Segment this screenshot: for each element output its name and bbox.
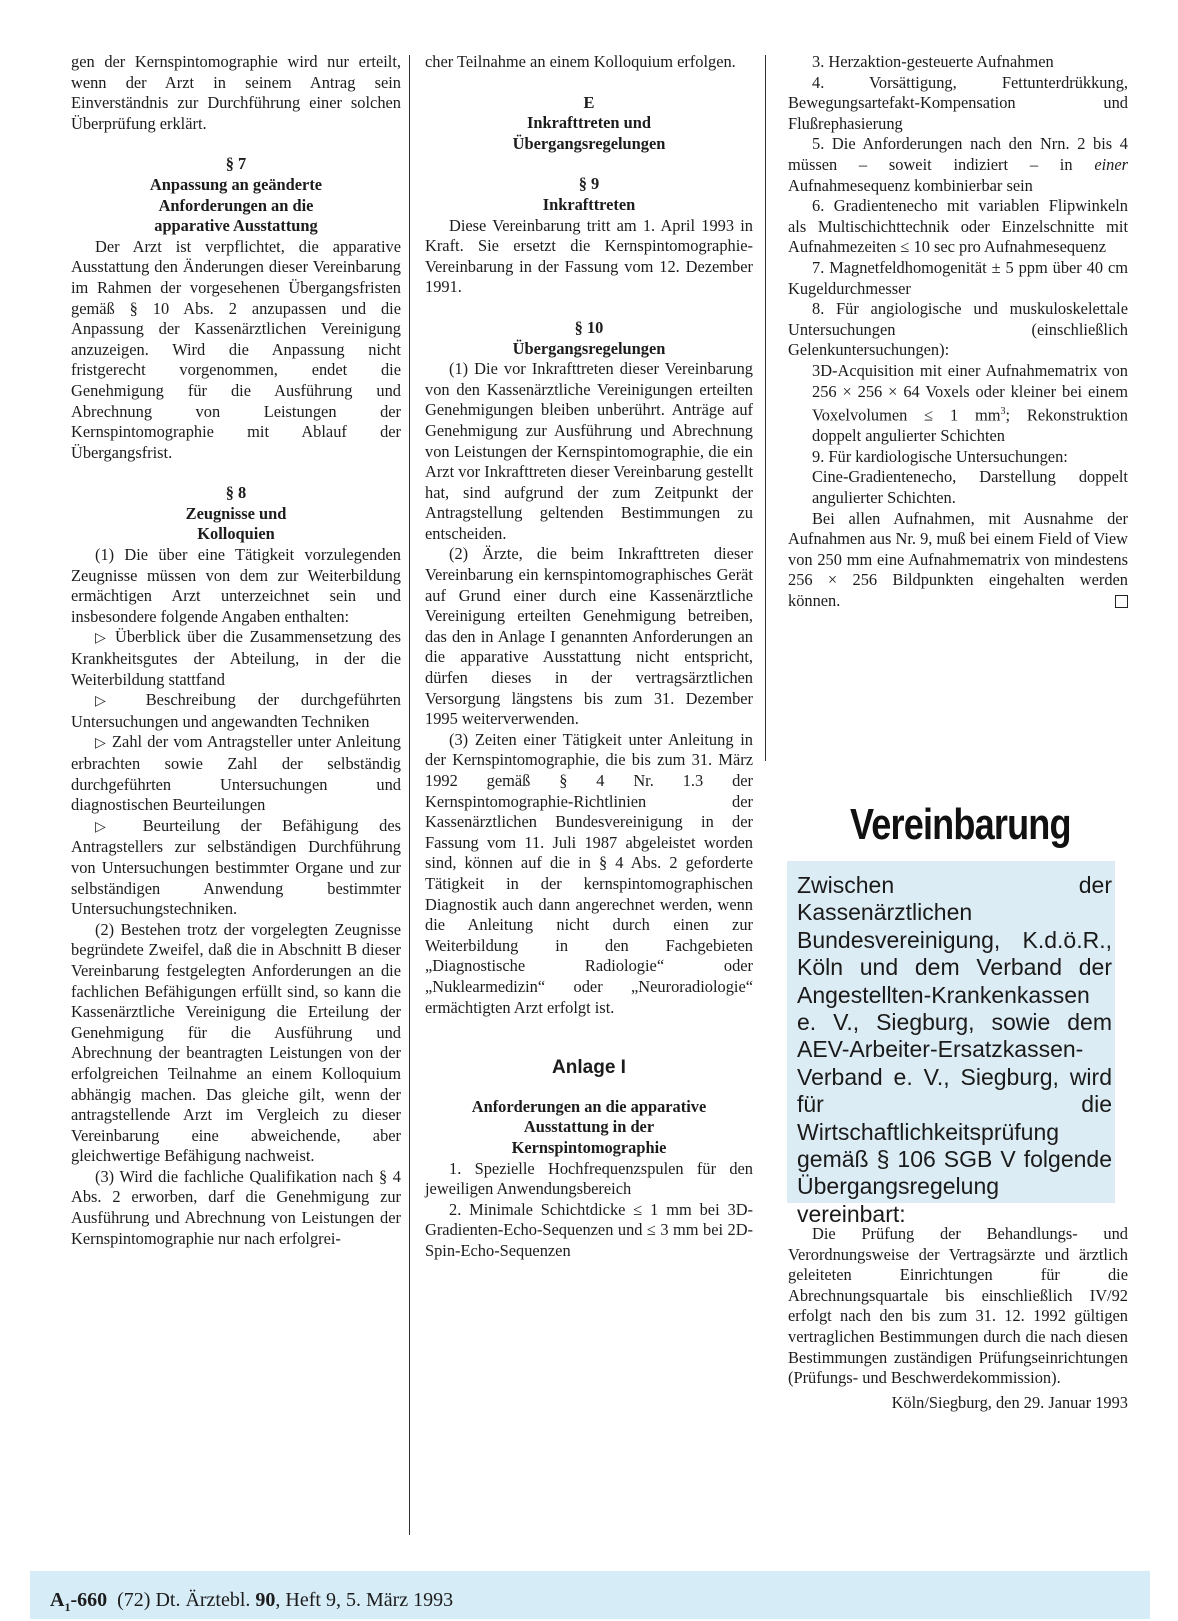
annex-heading: Anlage I — [552, 1057, 626, 1079]
section-title: Inkrafttreten — [542, 194, 636, 214]
triangle-bullet-icon: ▷ — [95, 630, 109, 647]
column-rule-1 — [409, 55, 410, 1535]
annex-title: Anforderungen an die apparative — [471, 1096, 707, 1116]
list-item: 3. Herzaktion-gesteuerte Aufnahmen — [812, 52, 1054, 71]
triangle-bullet-icon: ▷ — [95, 735, 107, 752]
triangle-bullet-icon: ▷ — [95, 693, 124, 710]
signature-line: Köln/Siegburg, den 29. Januar 1993 — [891, 1392, 1128, 1412]
list-item: 8. Für angiologische und muskuloskelettale Untersuchungen (einschließlich Gelenkuntersuchungen): — [788, 299, 1128, 360]
section-number: § 10 — [574, 317, 604, 337]
triangle-bullet-icon: ▷ — [95, 818, 123, 835]
column-rule-2 — [765, 55, 766, 761]
section-title: Übergangsregelungen — [512, 338, 666, 358]
paragraph: Der Arzt ist verpflichtet, die apparative Ausstattung den Änderungen dieser Vereinbarung im Rahmen der vorgesehenen Übergangsfristen gemäß § 10 Abs. 2 anzupassen und die Anpassung der Kassenärztlichen Vereinigung anzuzeigen. Wird die Anpassung nicht fristgerecht vorgenommen, endet die Genehmigung für die Ausführung und Abrechnung von Leistungen der Kernspintomographie mit Ablauf der Übergangsfrist. — [71, 236, 401, 462]
list-subitem: 3D-Acquisition mit einer Aufnahmematrix von 256 × 256 × 64 Voxels oder kleiner bei einem Voxelvolumen ≤ 1 $mm^3$; Rekonstruktion doppelt angulierter Schichten — [812, 360, 1128, 446]
paragraph: Diese Vereinbarung tritt am 1. April 1993 in Kraft. Sie ersetzt die Kernspintomographie-Vereinbarung in der Fassung vom 12. Dezember 1991. — [425, 215, 753, 297]
section-title: Anforderungen an die — [158, 195, 314, 215]
list-item: 7. Magnetfeldhomogenität ± 5 ppm über 40 cm Kugeldurchmesser — [788, 257, 1128, 298]
section-number: § 8 — [225, 483, 247, 503]
list-item: ▷ Zahl der vom Antragsteller unter Anleitung erbrachten sowie Zahl der selbständig durchgeführten Untersuchungen und diagnostischen Beurteilungen — [71, 732, 401, 815]
section-number: § 9 — [578, 174, 600, 194]
paragraph: (3) Wird die fachliche Qualifikation nach § 4 Abs. 2 erworben, darf die Genehmigung zur Ausführung und Abrechnung von Leistungen der Kernspintomographie nur nach erfolgrei- — [71, 1166, 401, 1248]
paragraph: (2) Bestehen trotz der vorgelegten Zeugnisse begründete Zweifel, daß die in Abschnitt B dieser Vereinbarung festgelegten Anforderungen an die fachlichen Befähigungen erfüllt sind, so kann die Kassenärztliche Vereinigung die Erteilung der Genehmigung für die Ausführung und Abrechnung der beantragten Leistungen von der erfolgreichen Teilnahme an einem Kolloquium abhängig machen. Das gleiche gilt, wenn der antragstellende Arzt im Vergleich zu dieser Vereinbarung eine abweichende, aber gleichwertige Befähigung nachweist. — [71, 919, 401, 1166]
list-item: ▷ Beurteilung der Befähigung des Antragstellers zur selbständigen Durchführung von Untersuchungen bestimmter Organe und zur selbständigen Anwendung bestimmter Untersuchungstechniken. — [71, 815, 401, 919]
section-title: Kolloquien — [197, 524, 275, 544]
column-1 — [71, 52, 401, 1249]
paragraph: cher Teilnahme an einem Kolloquium erfolgen. — [425, 52, 736, 71]
list-item: 9. Für kardiologische Untersuchungen: — [812, 446, 1068, 466]
section-number: § 7 — [225, 154, 247, 174]
vereinbarung-heading: Vereinbarung — [850, 800, 1071, 849]
part-title: Inkrafttreten und — [526, 113, 651, 133]
annex-title: Kernspintomographie — [511, 1137, 667, 1157]
highlight-box-text: Zwischen der Kassenärztlichen Bundesvereinigung, K.d.ö.R., Köln und dem Verband der Angestellten-Krankenkassen e. V., Siegburg, sowie dem AEV-Arbeiter-Ersatzkassen-Verband e. V., Siegburg, wird für die Wirtschaftlichkeitsprüfung gemäß § 106 SGB V folgende Übergangsregelung vereinbart: — [797, 872, 1112, 1227]
paragraph: (3) Zeiten einer Tätigkeit unter Anleitung in der Kernspintomographie, die bis zum 31. März 1992 gemäß § 4 Nr. 1.3 der Kernspintomographie-Richtlinien der Kassenärztlichen Bundesvereinigung in der Fassung vom 11. Juli 1987 abgeleistet worden sind, können auf die in § 4 Abs. 2 geforderte Tätigkeit in der kernspintomographischen Diagnostik auch dann angerechnet werden, wenn die Anleitung nicht durch einen zur Weiterbildung in den Fachgebieten „Diagnostische Radiologie“ oder „Nuklearmedizin“ oder „Neuroradiologie“ ermächtigten Arzt erfolgt ist. — [425, 729, 753, 1017]
section-title: Zeugnisse und — [185, 503, 287, 523]
paragraph: (1) Die über eine Tätigkeit vorzulegenden Zeugnisse müssen von dem zur Weiterbildung ermächtigen Arzt unterzeichnet sein und insbesondere folgende Angaben enthalten: — [71, 545, 401, 626]
annex-title: Ausstattung in der — [523, 1117, 655, 1137]
paragraph: (2) Ärzte, die beim Inkrafttreten dieser Vereinbarung ein kernspintomographisches Gerät auf Grund einer durch eine Kassenärztliche Vereinigung erteilten Genehmigung betreiben, das den in Anlage I genannten Anforderungen an die apparative Ausstattung nicht entspricht, dürfen dieses in der vertragsärztlichen Versorgung längstens bis zum 31. Dezember 1995 weiterverwenden. — [425, 544, 753, 729]
page-footer: $A_1-660$ (72) Dt. Ärztebl. 90, Heft 9, 5. März 1993 — [50, 1589, 454, 1614]
paragraph: (1) Die vor Inkrafttreten dieser Vereinbarung von den Kassenärztliche Vereinigungen erteilten Genehmigungen bleiben unberührt. Anträge auf Genehmigung zur Ausführung und Abrechnung von Leistungen der Kernspintomographie, die ein Arzt vor Inkrafttreten dieser Vereinbarung gestellt hat, sind aufgrund der zum Zeitpunkt der Antragstellung geltenden Bestimmungen zu entscheiden. — [425, 359, 753, 543]
list-subitem: Cine-Gradientenecho, Darstellung doppelt angulierter Schichten. — [812, 467, 1128, 507]
list-item: 1. Spezielle Hochfrequenzspulen für den jeweiligen Anwendungsbereich — [425, 1158, 753, 1199]
paragraph: gen der Kernspintomographie wird nur erteilt, wenn der Arzt in seinem Antrag sein Einverständnis zur Durchführung einer solchen Überprüfung erklärt. — [71, 52, 401, 133]
end-of-article-square-icon — [1115, 595, 1128, 608]
page-label: $A_1-660$ — [50, 1589, 108, 1614]
part-title: Übergangsregelungen — [512, 133, 666, 153]
paragraph: Bei allen Aufnahmen, mit Ausnahme der Aufnahmen aus Nr. 9, muß bei einem Field of View von 250 mm eine Aufnahmematrix von mindestens 256 × 256 Bildpunkten eingehalten werden können. — [788, 508, 1128, 610]
section-title: Anpassung an geänderte — [149, 174, 323, 194]
part-letter: E — [583, 92, 595, 112]
column-3-lower — [788, 1224, 1128, 1413]
column-3 — [788, 52, 1128, 612]
list-item: 6. Gradientenecho mit variablen Flipwinkeln als Multischichttechnik oder Einzelschnitte mit Aufnahmezeiten ≤ 10 sec pro Aufnahmesequenz — [788, 196, 1128, 257]
column-2 — [425, 52, 753, 1261]
paragraph: Die Prüfung der Behandlungs- und Verordnungsweise der Vertragsärzte und ärztlich geleiteten Einrichtungen für die Abrechnungsquartale bis einschließlich IV/92 erfolgt nach den bis zum 31. 12. 1992 gültigen vertraglichen Bestimmungen durch die nach diesen Bestimmungen zuständigen Prüfungseinrichtungen (Prüfungs- und Beschwerdekommission). — [788, 1224, 1128, 1388]
list-item: 4. Vorsättigung, Fettunterdrükkung, Bewegungsartefakt-Kompensation und Flußrephasierung — [788, 72, 1128, 133]
list-item: ▷ Beschreibung der durchgeführten Untersuchungen und angewandten Techniken — [71, 690, 401, 731]
list-item: 2. Minimale Schichtdicke ≤ 1 mm bei 3D-Gradienten-Echo-Sequenzen und ≤ 3 mm bei 2D-Spin-Echo-Sequenzen — [425, 1199, 753, 1260]
list-item: ▷ Überblick über die Zusammensetzung des Krankheitsgutes der Abteilung, in der die Weiterbildung stattfand — [71, 627, 401, 689]
list-item: 5. Die Anforderungen nach den Nrn. 2 bis 4 müssen – soweit indiziert – in einer Aufnahmesequenz kombinierbar sein — [788, 134, 1128, 195]
section-title: apparative Ausstattung — [154, 216, 318, 236]
